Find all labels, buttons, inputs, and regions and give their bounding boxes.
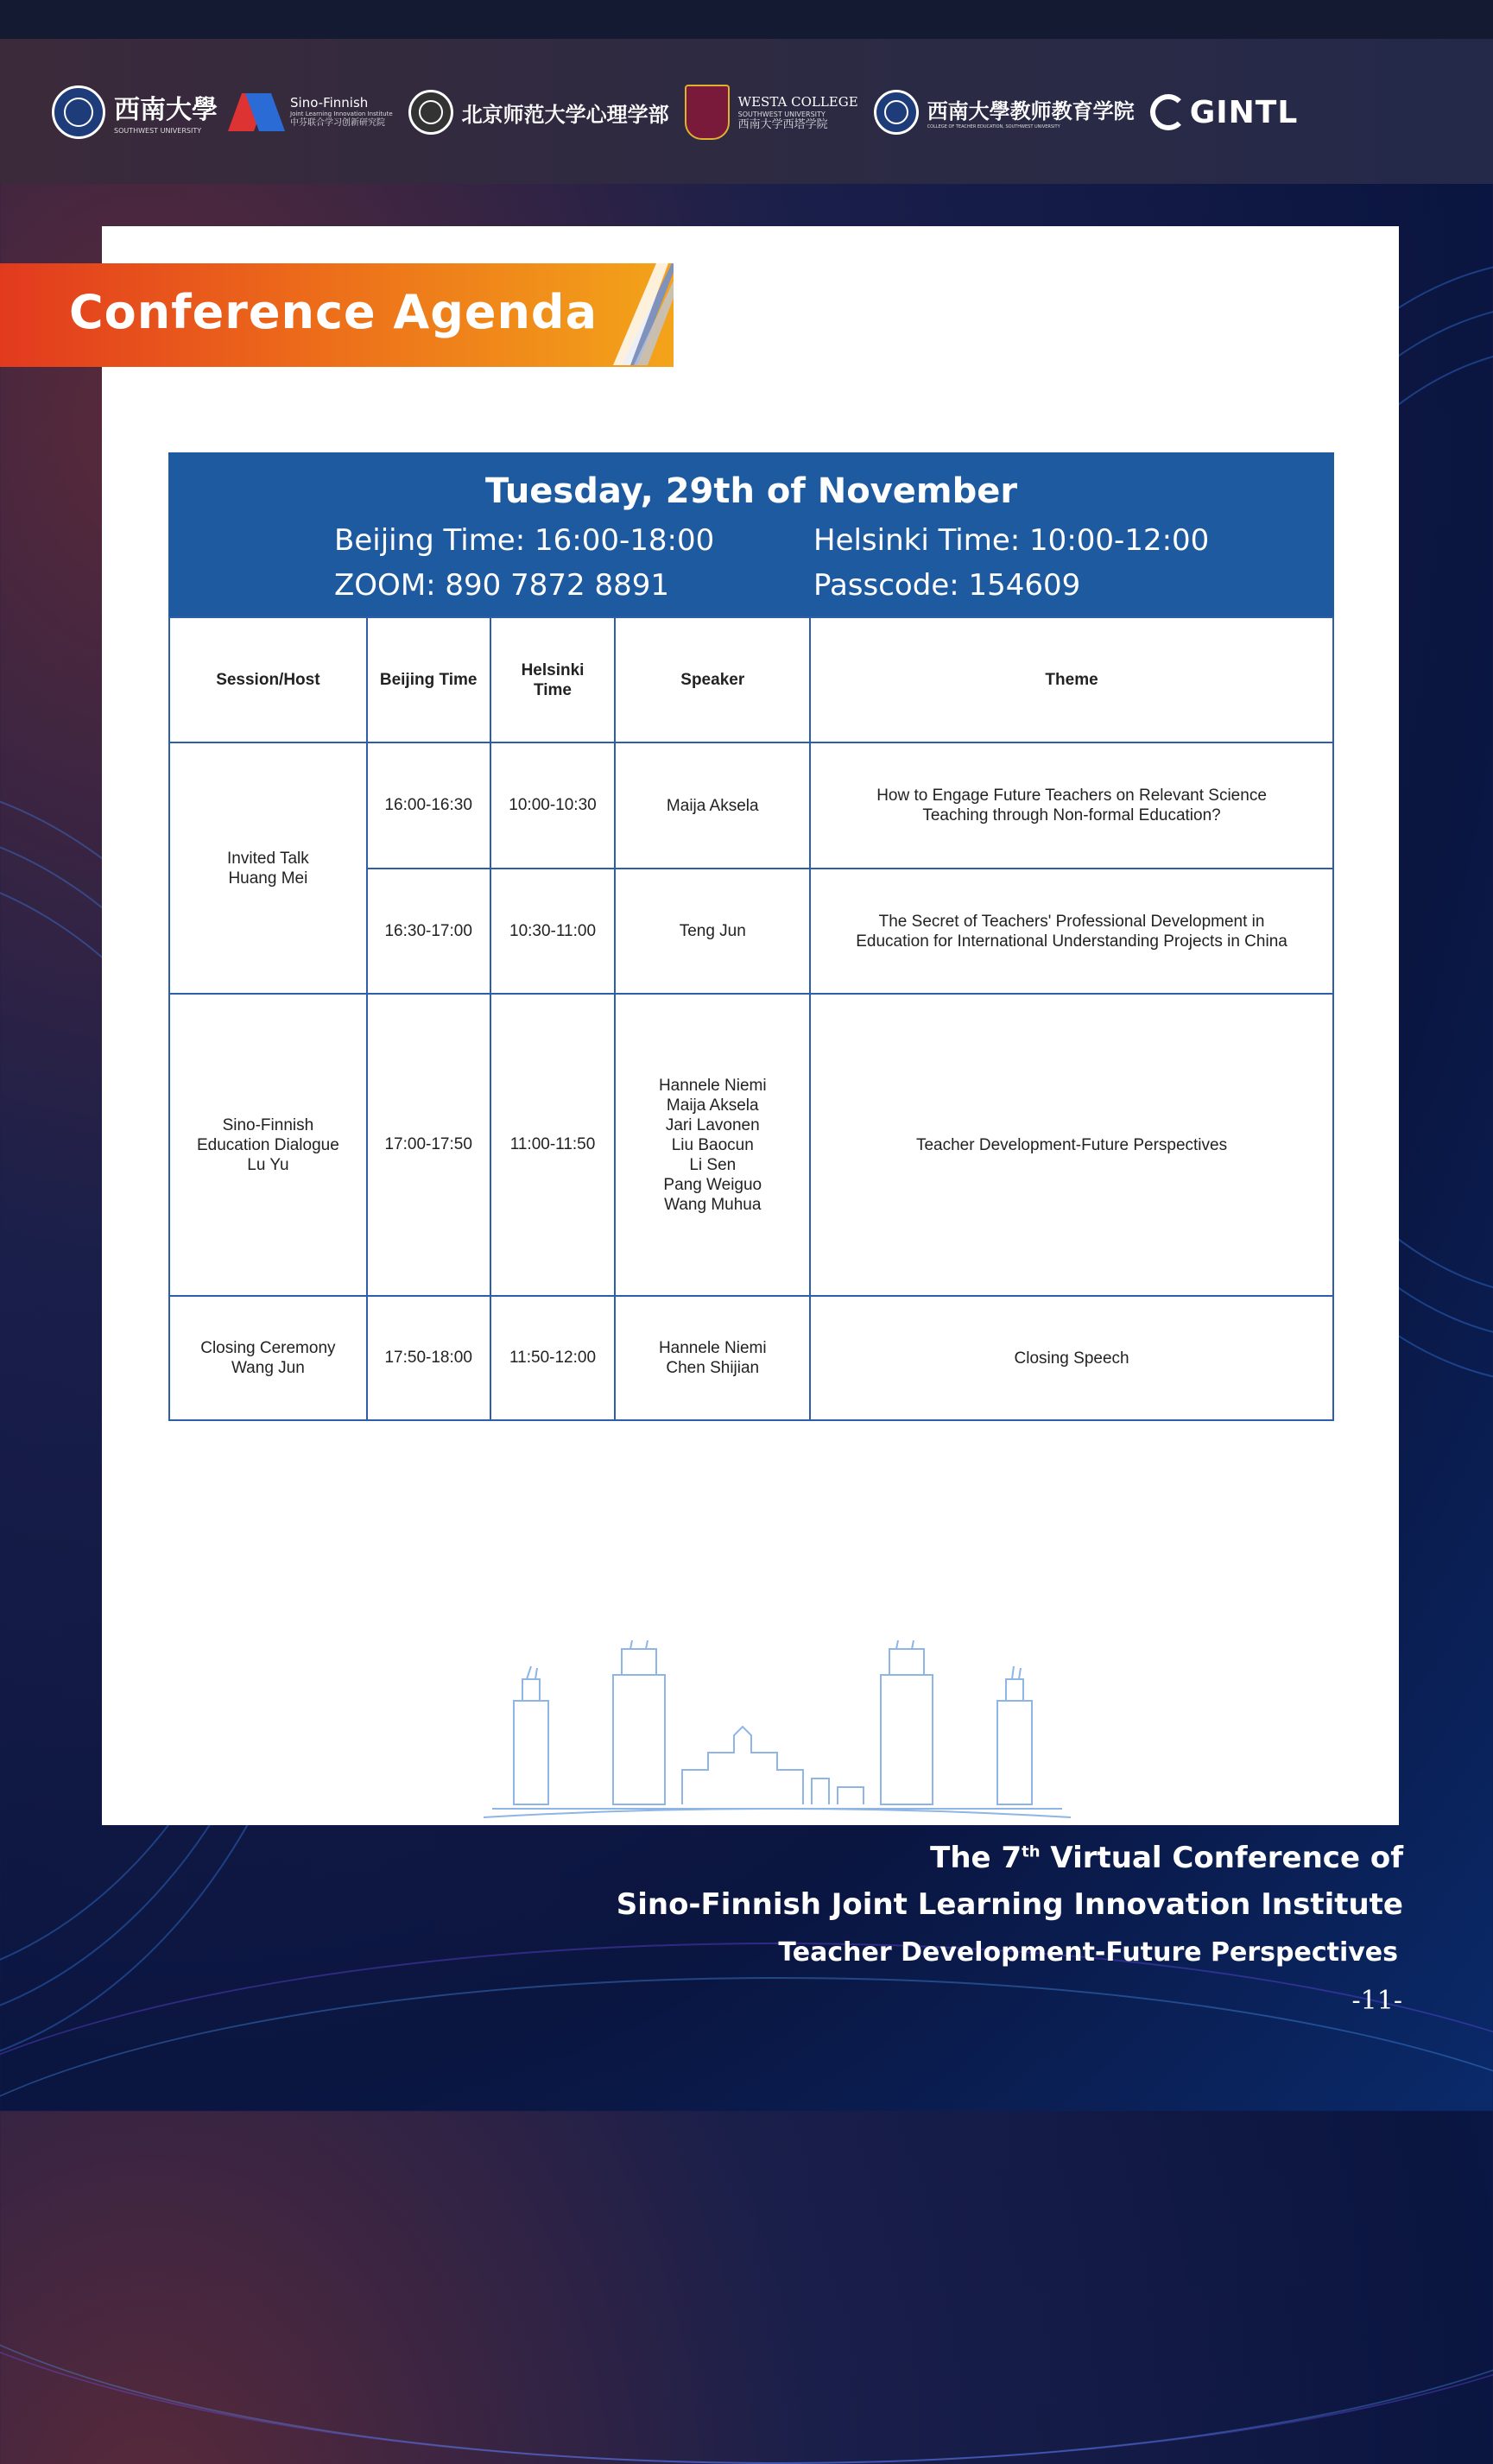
sino-finnish-mark-icon	[233, 88, 282, 136]
helsinki-time: Helsinki Time: 10:00-12:00	[813, 523, 1210, 558]
helsinki-time-cell: 10:00-10:30	[490, 742, 616, 869]
column-header: Helsinki Time	[490, 617, 616, 742]
beijing-time-cell: 17:50-18:00	[367, 1296, 490, 1420]
table-row	[169, 742, 1333, 869]
theme-cell: How to Engage Future Teachers on Relevant Science Teaching through Non-formal Education?	[810, 742, 1333, 869]
beijing-time: Beijing Time: 16:00-18:00	[334, 523, 715, 558]
footer-institute: Sino-Finnish Joint Learning Innovation Institute	[616, 1887, 1403, 1922]
table-row	[169, 994, 1333, 1296]
table-row	[169, 1296, 1333, 1420]
column-header: Session/Host	[169, 617, 367, 742]
session-cell: Invited Talk Huang Mei	[169, 742, 367, 994]
zoom-id: ZOOM: 890 7872 8891	[334, 568, 669, 603]
logo-bnu-psychology	[408, 90, 669, 135]
agenda-header	[168, 452, 1334, 616]
footer-line1-sup: th	[1022, 1842, 1041, 1861]
campus-skyline-illustration	[484, 1640, 1071, 1823]
logo-sub: SOUTHWEST UNIVERSITY	[737, 110, 826, 118]
footer-line1-pre: The 7	[930, 1841, 1022, 1875]
logo-cn: 西南大學	[114, 95, 218, 125]
logo-cn: 西南大学西塔学院	[737, 117, 828, 131]
speaker-cell: Hannele Niemi Maija Aksela Jari Lavonen Liu Baocun Li Sen Pang Weiguo Wang Muhua	[615, 994, 810, 1296]
footer-theme: Teacher Development-Future Perspectives	[778, 1937, 1398, 1968]
westa-shield-icon	[685, 85, 730, 140]
speaker-cell: Maija Aksela	[615, 742, 810, 869]
theme-cell: Closing Speech	[810, 1296, 1333, 1420]
college-seal-icon	[874, 90, 919, 135]
helsinki-time-cell: 10:30-11:00	[490, 869, 616, 994]
logo-gintl	[1150, 94, 1299, 130]
theme-cell: Teacher Development-Future Perspectives	[810, 994, 1333, 1296]
logo-title: Sino-Finnish	[290, 95, 369, 111]
gintl-mark-icon	[1150, 94, 1186, 130]
table-header-row	[169, 617, 1333, 742]
agenda-table	[168, 616, 1334, 1421]
speaker-cell: Hannele Niemi Chen Shijian	[615, 1296, 810, 1420]
agenda-date: Tuesday, 29th of November	[484, 471, 1018, 511]
logo-bar	[52, 78, 1441, 147]
session-cell: Sino-Finnish Education Dialogue Lu Yu	[169, 994, 367, 1296]
footer-line1-post: Virtual Conference of	[1040, 1841, 1403, 1875]
column-header: Beijing Time	[367, 617, 490, 742]
logo-en: SOUTHWEST UNIVERSITY	[114, 127, 202, 135]
beijing-time-cell: 17:00-17:50	[367, 994, 490, 1296]
logo-sub: Joint Learning Innovation Institute	[290, 111, 393, 117]
logo-westa-college	[685, 85, 858, 140]
helsinki-time-cell: 11:00-11:50	[490, 994, 616, 1296]
speaker-cell: Teng Jun	[615, 869, 810, 994]
logo-southwest-university	[52, 85, 218, 139]
column-header: Speaker	[615, 617, 810, 742]
logo-cn: 中芬联合学习创新研究院	[290, 118, 385, 128]
section-title: Conference Agenda	[69, 285, 598, 339]
logo-cn: 北京师范大学心理学部	[461, 101, 669, 127]
page-number: -11-	[1351, 1986, 1402, 2016]
beijing-time-cell: 16:30-17:00	[367, 869, 490, 994]
beijing-time-cell: 16:00-16:30	[367, 742, 490, 869]
logo-text: GINTL	[1189, 94, 1299, 130]
logo-en: COLLEGE OF TEACHER EDUCATION, SOUTHWEST UNIVERSITY	[927, 124, 1060, 130]
university-seal-icon	[52, 85, 105, 139]
session-cell: Closing Ceremony Wang Jun	[169, 1296, 367, 1420]
banner-shine-icon	[596, 263, 674, 367]
logo-college-teacher-education	[874, 90, 1135, 135]
logo-sino-finnish	[233, 88, 393, 136]
helsinki-time-cell: 11:50-12:00	[490, 1296, 616, 1420]
logo-title: WESTA COLLEGE	[737, 93, 858, 110]
logo-cn: 西南大學教师教育学院	[927, 98, 1135, 123]
column-header: Theme	[810, 617, 1333, 742]
top-strip	[0, 0, 1493, 39]
footer-conference-title	[930, 1841, 1403, 1875]
passcode: Passcode: 154609	[813, 568, 1081, 603]
theme-cell: The Secret of Teachers' Professional Development in Education for International Understanding Projects in China	[810, 869, 1333, 994]
bnu-seal-icon	[408, 90, 453, 135]
